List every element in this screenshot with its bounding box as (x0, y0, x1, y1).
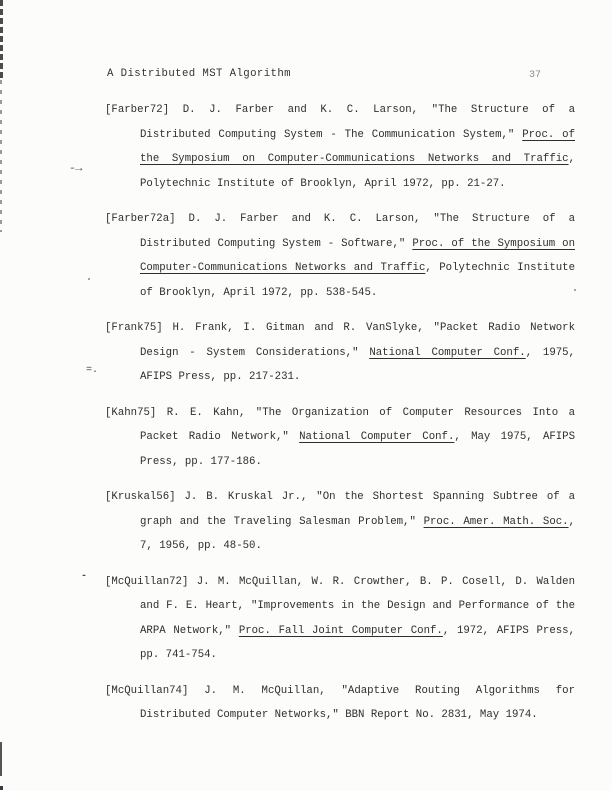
journal-title-underlined: Computer-Communications Networks and Traffic (140, 262, 426, 274)
reference-line (105, 98, 575, 123)
reference-text: Polytechnic Institute of Brooklyn, April 1972, pp. 21-27. (140, 177, 506, 190)
reference-text: Press, pp. 177-186. (140, 455, 262, 468)
reference-McQuillan72 (105, 570, 575, 668)
reference-McQuillan74 (105, 679, 575, 728)
reference-text: , Polytechnic Institute (425, 262, 575, 274)
journal-title-underlined: Proc. of the Symposium on (412, 237, 575, 250)
reference-Kahn75 (105, 401, 575, 475)
reference-line (140, 703, 575, 728)
reference-text: [Farber72] D. J. Farber and K. C. Larson, "The Structure of a (105, 104, 575, 116)
reference-text: , 1972, AFIPS Press, (442, 624, 575, 637)
reference-line (105, 485, 575, 510)
scan-speck (574, 289, 576, 291)
reference-text: Distributed Computing System - Software," (140, 237, 413, 250)
reference-line (140, 510, 575, 535)
reference-Farber72 (105, 98, 575, 196)
reference-text: , May 1975, AFIPS (454, 431, 576, 443)
reference-line (140, 643, 575, 668)
page-title: A Distributed MST Algorithm (107, 68, 291, 80)
reference-text: [McQuillan74] J. M. McQuillan, "Adaptive Routing Algorithms for (105, 684, 575, 697)
references-list (105, 98, 575, 739)
journal-title-underlined: Proc. Amer. Math. Soc. (423, 515, 569, 528)
reference-line (140, 232, 575, 257)
handwritten-arrow-mark: -→ (68, 164, 82, 175)
reference-text: Distributed Computer Networks," BBN Report No. 2831, May 1974. (140, 709, 538, 721)
handwritten-dash-mark: - (81, 571, 88, 582)
reference-line (105, 679, 575, 704)
reference-line (140, 450, 575, 475)
reference-text: [Frank75] H. Frank, I. Gitman and R. VanSlyke, "Packet Radio Network (105, 322, 575, 334)
reference-text: 7, 1956, pp. 48-50. (140, 540, 262, 552)
reference-text: graph and the Traveling Salesman Problem," (140, 515, 424, 528)
reference-text: [Farber72a] D. J. Farber and K. C. Larson, "The Structure of a (105, 213, 575, 225)
reference-line (105, 401, 575, 426)
scan-artifact-left-edge (0, 0, 3, 78)
scan-artifact-left-edge (0, 80, 2, 232)
scan-artifact-corner (0, 786, 3, 790)
reference-text: Packet Radio Network," (140, 431, 300, 443)
reference-line (140, 594, 575, 619)
page-number: 37 (529, 70, 542, 81)
journal-title-underlined: the Symposium on Computer-Communications Networks and Traffic (140, 153, 569, 165)
reference-text: of Brooklyn, April 1972, pp. 538-545. (140, 286, 378, 299)
reference-text: Design - System Considerations," (140, 346, 370, 359)
reference-line (140, 123, 575, 148)
reference-Kruskal56 (105, 485, 575, 559)
reference-line (140, 619, 575, 644)
reference-line (140, 534, 575, 559)
reference-text: ARPA Network," (140, 624, 239, 637)
journal-title-underlined: Proc. of (522, 128, 575, 141)
reference-text: and F. E. Heart, "Improvements in the Design and Performance of the (140, 600, 575, 612)
reference-text: AFIPS Press, pp. 217-231. (140, 371, 301, 383)
journal-title-underlined: National Computer Conf. (299, 431, 455, 443)
journal-title-underlined: Proc. Fall Joint Computer Conf. (238, 624, 443, 637)
reference-line (140, 281, 575, 306)
reference-text: , (568, 515, 575, 528)
reference-text: Distributed Computing System - The Communication System," (140, 128, 523, 141)
reference-text: , (568, 153, 575, 165)
reference-line (140, 365, 575, 390)
reference-line (140, 172, 575, 197)
reference-text: [Kahn75] R. E. Kahn, "The Organization of Computer Resources Into a (105, 406, 575, 419)
reference-line (140, 425, 575, 450)
reference-text: pp. 741-754. (140, 649, 217, 661)
reference-text: [Kruskal56] J. B. Kruskal Jr., "On the Shortest Spanning Subtree of a (105, 491, 575, 503)
reference-line (105, 316, 575, 341)
reference-text: [McQuillan72] J. M. McQuillan, W. R. Crowther, B. P. Cosell, D. Walden (105, 575, 575, 588)
reference-Farber72a (105, 207, 575, 305)
handwritten-equals-mark: =. (86, 365, 99, 376)
scan-artifact-left-edge (0, 742, 2, 776)
reference-line (140, 147, 575, 172)
journal-title-underlined: National Computer Conf. (369, 346, 526, 359)
reference-line (105, 207, 575, 232)
reference-line (105, 570, 575, 595)
reference-text: , 1975, (525, 346, 575, 359)
scan-speck (88, 278, 90, 280)
reference-line (140, 256, 575, 281)
reference-Frank75 (105, 316, 575, 390)
reference-line (140, 341, 575, 366)
